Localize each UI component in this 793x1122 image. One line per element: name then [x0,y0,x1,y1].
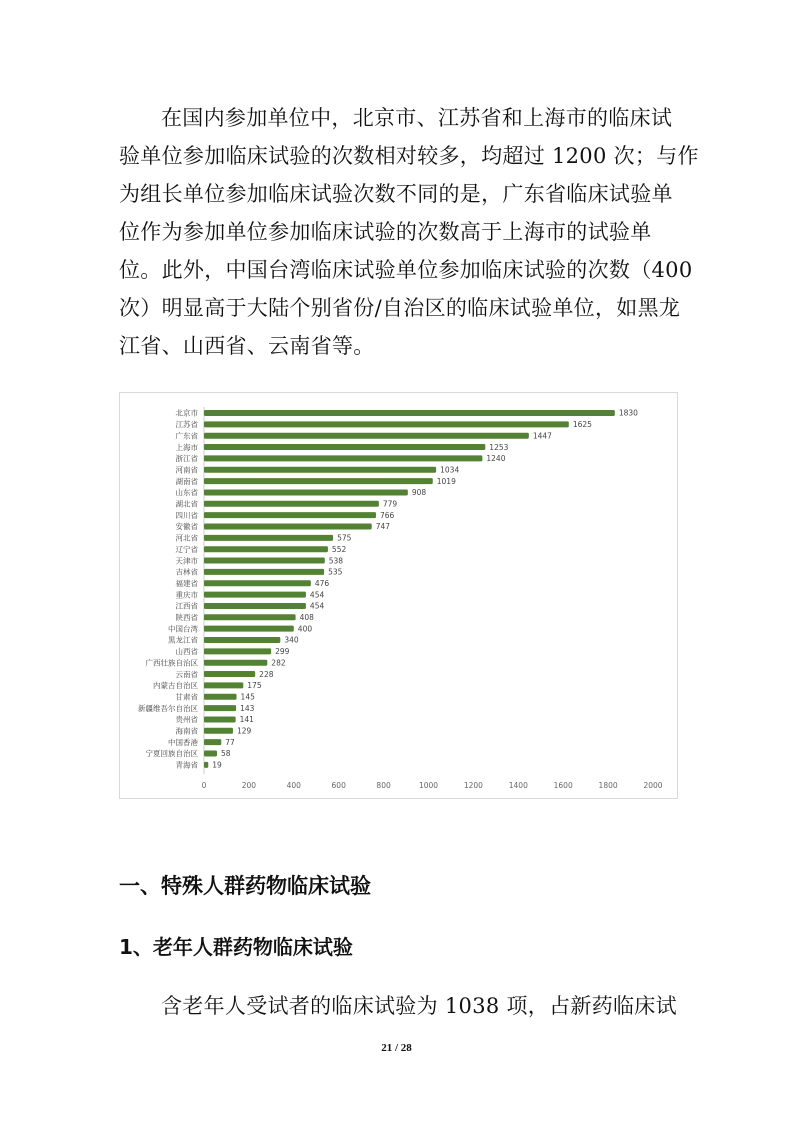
category-label: 中国台湾 [168,624,198,634]
x-tick-label: 1000 [418,781,439,791]
paragraph-line: 为组长单位参加临床试验次数不同的是，广东省临床试验单 [119,182,673,206]
data-label: 228 [259,669,274,679]
paragraph-line: 在国内参加单位中，北京市、江苏省和上海市的临床试 [161,106,673,130]
paragraph-line: 位。此外，中国台湾临床试验单位参加临床试验的次数（400 [119,258,693,282]
data-label: 747 [375,522,391,532]
data-label: 1447 [532,431,552,441]
category-label: 广西壮族自治区 [145,658,198,668]
category-label: 福建省 [175,578,198,588]
paragraph-line: 次）明显高于大陆个别省份/自治区的临床试验单位，如黑龙 [119,296,681,320]
data-label: 129 [236,726,252,736]
data-label: 400 [297,624,313,634]
bar [204,535,333,541]
data-label: 299 [275,647,290,657]
category-label: 甘肃省 [175,692,198,702]
bar [204,603,306,609]
bar [204,614,296,620]
x-tick-label: 2000 [643,781,663,791]
category-label: 新疆维吾尔自治区 [138,703,198,713]
category-label: 吉林省 [175,567,198,577]
category-label: 广东省 [175,431,198,441]
data-label: 19 [212,760,222,770]
data-label: 145 [240,692,255,702]
bar [204,751,217,757]
data-label: 575 [337,533,352,543]
paragraph-clinical-sites [119,102,699,382]
bar [204,626,294,632]
category-label: 辽宁省 [175,544,198,554]
bar [204,694,237,700]
category-label: 云南省 [175,669,198,679]
data-label: 1625 [572,420,592,430]
data-label: 1253 [489,442,509,452]
bar [204,716,236,722]
data-label: 535 [328,567,343,577]
category-label: 陕西省 [175,613,198,622]
bar [204,739,221,745]
category-label: 中国香港 [168,737,198,747]
data-label: 454 [309,590,325,600]
bar-chart [120,393,677,798]
category-label: 江苏省 [175,420,198,430]
data-label: 1034 [440,465,460,475]
data-label: 779 [382,499,398,509]
category-label: 四川省 [175,510,198,520]
category-label: 贵州省 [175,715,198,725]
bar [204,489,408,495]
bar [204,671,255,677]
category-label: 内蒙古自治区 [153,681,198,691]
category-label: 重庆市 [175,590,198,600]
data-label: 1830 [618,408,638,418]
paragraph-line: 含老年人受试者的临床试验为 1038 项，占新药临床试 [161,994,677,1018]
x-tick-label: 200 [241,781,257,791]
data-label: 766 [379,510,395,520]
category-label: 北京市 [175,408,198,418]
data-label: 282 [271,658,286,668]
bar-chart-frame [119,392,678,799]
category-label: 上海市 [175,442,198,452]
bar [204,648,271,654]
data-label: 77 [225,737,235,747]
paragraph-line: 位作为参加单位参加临床试验的次数高于上海市的试验单 [119,220,652,244]
x-tick-label: 400 [286,781,301,791]
category-label: 青海省 [175,760,198,770]
data-label: 908 [411,488,427,498]
paragraph-elderly-trials [119,990,679,1020]
section-heading: 一、特殊人群药物临床试验 [119,874,371,898]
category-label: 江西省 [175,601,198,611]
paragraph-line: 江省、山西省、云南省等。 [119,334,375,358]
x-tick-label: 1400 [508,781,528,791]
category-label: 湖南省 [175,476,198,486]
bar [204,637,280,643]
bar [204,705,236,711]
category-label: 湖北省 [175,499,198,509]
bar [204,762,208,768]
bar [204,580,311,586]
category-label: 宁夏回族自治区 [145,749,198,759]
bar [204,682,243,688]
data-label: 476 [314,578,330,588]
category-label: 安徽省 [175,522,198,532]
x-tick-label: 1800 [598,781,618,791]
category-label: 海南省 [175,726,198,736]
bar [204,433,529,439]
data-label: 408 [299,613,314,622]
category-label: 河北省 [175,533,198,543]
bar [204,558,325,564]
bar [204,512,376,518]
bar [204,660,267,666]
data-label: 454 [309,601,325,611]
bar [204,455,482,461]
bar [204,592,306,598]
data-label: 538 [328,556,344,566]
category-label: 山西省 [175,647,198,657]
bar [204,524,372,530]
data-label: 552 [331,544,347,554]
data-label: 1019 [436,476,456,486]
data-label: 143 [240,703,255,713]
category-label: 黑龙江省 [168,635,198,645]
x-tick-label: 800 [376,781,391,791]
category-label: 天津市 [175,556,198,566]
data-label: 141 [239,715,254,725]
category-label: 浙江省 [175,454,198,464]
x-tick-label: 0 [201,781,207,791]
subsection-heading: 1、老年人群药物临床试验 [119,935,353,959]
bar [204,410,615,416]
bar [204,421,569,427]
data-label: 340 [284,635,299,645]
category-label: 山东省 [175,488,198,498]
x-tick-label: 1200 [463,781,483,791]
bar [204,728,233,734]
bar [204,444,485,450]
data-label: 175 [247,681,262,691]
data-label: 1240 [486,454,506,464]
bar [204,546,328,552]
bar [204,501,379,507]
bar [204,478,433,484]
data-label: 58 [221,749,231,759]
bar [204,569,324,575]
paragraph-line: 验单位参加临床试验的次数相对较多，均超过 1200 次；与作 [119,144,699,168]
x-tick-label: 1600 [553,781,573,791]
x-tick-label: 600 [331,781,346,791]
bar [204,467,436,473]
page-number: 21 / 28 [381,1042,412,1054]
category-label: 河南省 [175,465,198,475]
